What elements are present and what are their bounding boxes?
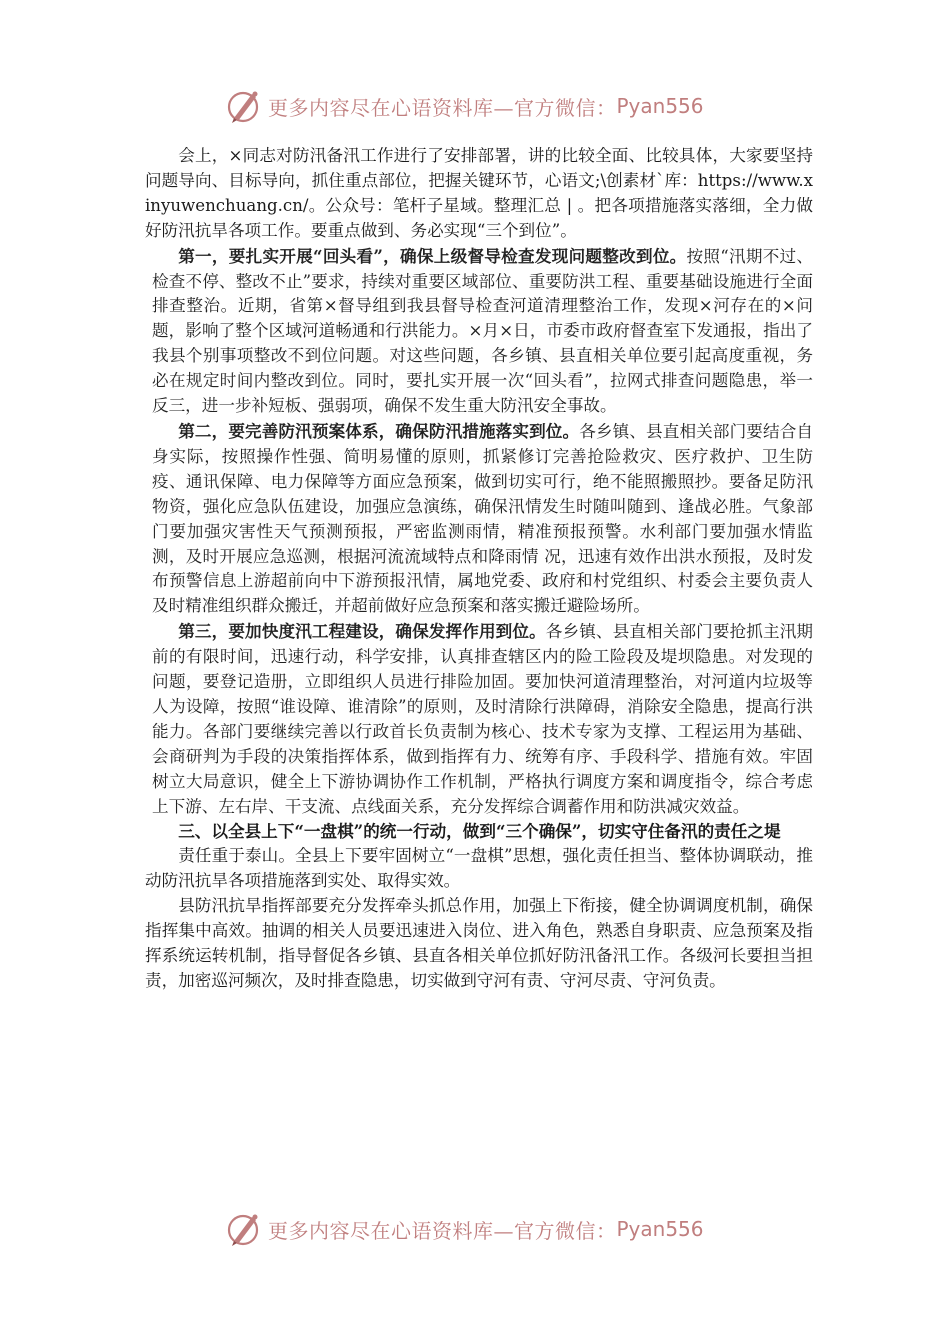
- paragraph-text: 各乡镇、县直相关部门要结合自身实际，按照操作性强、简明易懂的原则，抓紧修订完善抢险救灾、医疗救护、卫生防疫、通讯保障、电力保障等方面应急预案，做到切实可行，绝不能照搬照抄。要备足防汛物资，强化应急队伍建设，加强应急演练，确保汛情发生时随叫随到、逢战必胜。气象部门要加强灾害性天气预测预报，严密监测雨情，精准预报预警。水利部门要加强水情监测，及时开展应急巡测，根据河流流域特点和降雨情 况，迅速有效作出洪水预报，及时发布预警信息上游超前向中下游预报汛情，属地党委、政府和村党组织、村委会主要负责人及时精准组织群众搬迁，并超前做好应急预案和落实搬迁避险场所。: [152, 421, 814, 616]
- document-body: [145, 144, 813, 994]
- paragraph-lead: 第二，要完善防汛预案体系，确保防汛措施落实到位。: [178, 420, 580, 441]
- paragraph-lead: 第三，要加快度汛工程建设，确保发挥作用到位。: [178, 621, 546, 642]
- banner-wechat-id: Pyan556: [616, 1217, 704, 1241]
- heading-text: 三、以全县上下“一盘棋”的统一行动，做到“三个确保”，切实守住备汛的责任之堤: [178, 821, 781, 842]
- paragraph-text: 县防汛抗旱指挥部要充分发挥牵头抓总作用，加强上下衔接，健全协调调度机制，确保指挥集中高效。抽调的相关人员要迅速进入岗位、进入角色，熟悉自身职责、应急预案及指挥系统运转机制，指导督促各乡镇、县直各相关单位抓好防汛备汛工作。各级河长要担当担责，加密巡河频次，及时排查隐患，切实做到守河有责、守河尽责、守河负责。: [145, 896, 813, 990]
- pen-logo-icon: [226, 1211, 262, 1247]
- banner-text: 更多内容尽在心语资料库—官方微信：: [268, 95, 617, 120]
- header-watermark-banner: [226, 84, 704, 128]
- paragraph-text: 按照“汛期不过、检查不停、整改不止”要求，持续对重要区域部位、重要防洪工程、重要基础设施进行全面排查整治。近期，省第×督导组到我县督导检查河道清理整治工作，发现×河存在的×问题，影响了整个区域河道畅通和行洪能力。×月×日，市委市政府督查室下发通报，指出了我县个别事项整改不到位问题。对这些问题，各乡镇、县直相关单位要引起高度重视，务必在规定时间内整改到位。同时，要扎实开展一次“回头看”，拉网式排查问题隐患，举一反三，进一步补短板、强弱项，确保不发生重大防汛安全事故。: [152, 246, 814, 416]
- paragraph-point-3: [152, 619, 813, 819]
- paragraph-responsibility: [145, 844, 813, 894]
- paragraph-intro: [145, 144, 813, 244]
- paragraph-text: 责任重于泰山。全县上下要牢固树立“一盘棋”思想，强化责任担当、整体协调联动，推动防汛抗旱各项措施落到实处、取得实效。: [145, 846, 813, 891]
- paragraph-point-1: [152, 244, 813, 419]
- banner-wechat-id: Pyan556: [616, 94, 704, 118]
- pen-logo-icon: [226, 88, 262, 124]
- section-heading: [145, 819, 813, 844]
- paragraph-point-2: [152, 419, 813, 619]
- paragraph-lead: 第一，要扎实开展“回头看”，确保上级督导检查发现问题整改到位。: [178, 245, 687, 266]
- footer-watermark-banner: [226, 1207, 704, 1251]
- paragraph-command: [145, 894, 813, 994]
- paragraph-text: 会上，×同志对防汛备汛工作进行了安排部署，讲的比较全面、比较具体，大家要坚持问题导向、目标导向，抓住重点部位，把握关键环节，心语文;\创素材`库：https://www.xinyuwenchuang.cn/。公众号：笔杆子星域。整理汇总 | 。把各项措施落实落细，全力做好防汛抗旱各项工作。要重点做到、务必实现“三个到位”。: [145, 146, 813, 240]
- paragraph-text: 各乡镇、县直相关部门要抢抓主汛期前的有限时间，迅速行动，科学安排，认真排查辖区内的险工险段及堤坝隐患。对发现的问题，要登记造册，立即组织人员进行排险加固。要加快河道清理整治，对河道内垃圾等人为设障，按照“谁设障、谁清除”的原则，及时清除行洪障碍，消除安全隐患，提高行洪能力。各部门要继续完善以行政首长负责制为核心、技术专家为支撑、工程运用为基础、会商研判为手段的决策指挥体系，做到指挥有力、统筹有序、手段科学、措施有效。牢固树立大局意识，健全上下游协调协作工作机制，严格执行调度方案和调度指令，综合考虑上下游、左右岸、干支流、点线面关系，充分发挥综合调蓄作用和防洪减灾效益。: [152, 622, 814, 816]
- banner-text: 更多内容尽在心语资料库—官方微信：: [268, 1218, 617, 1243]
